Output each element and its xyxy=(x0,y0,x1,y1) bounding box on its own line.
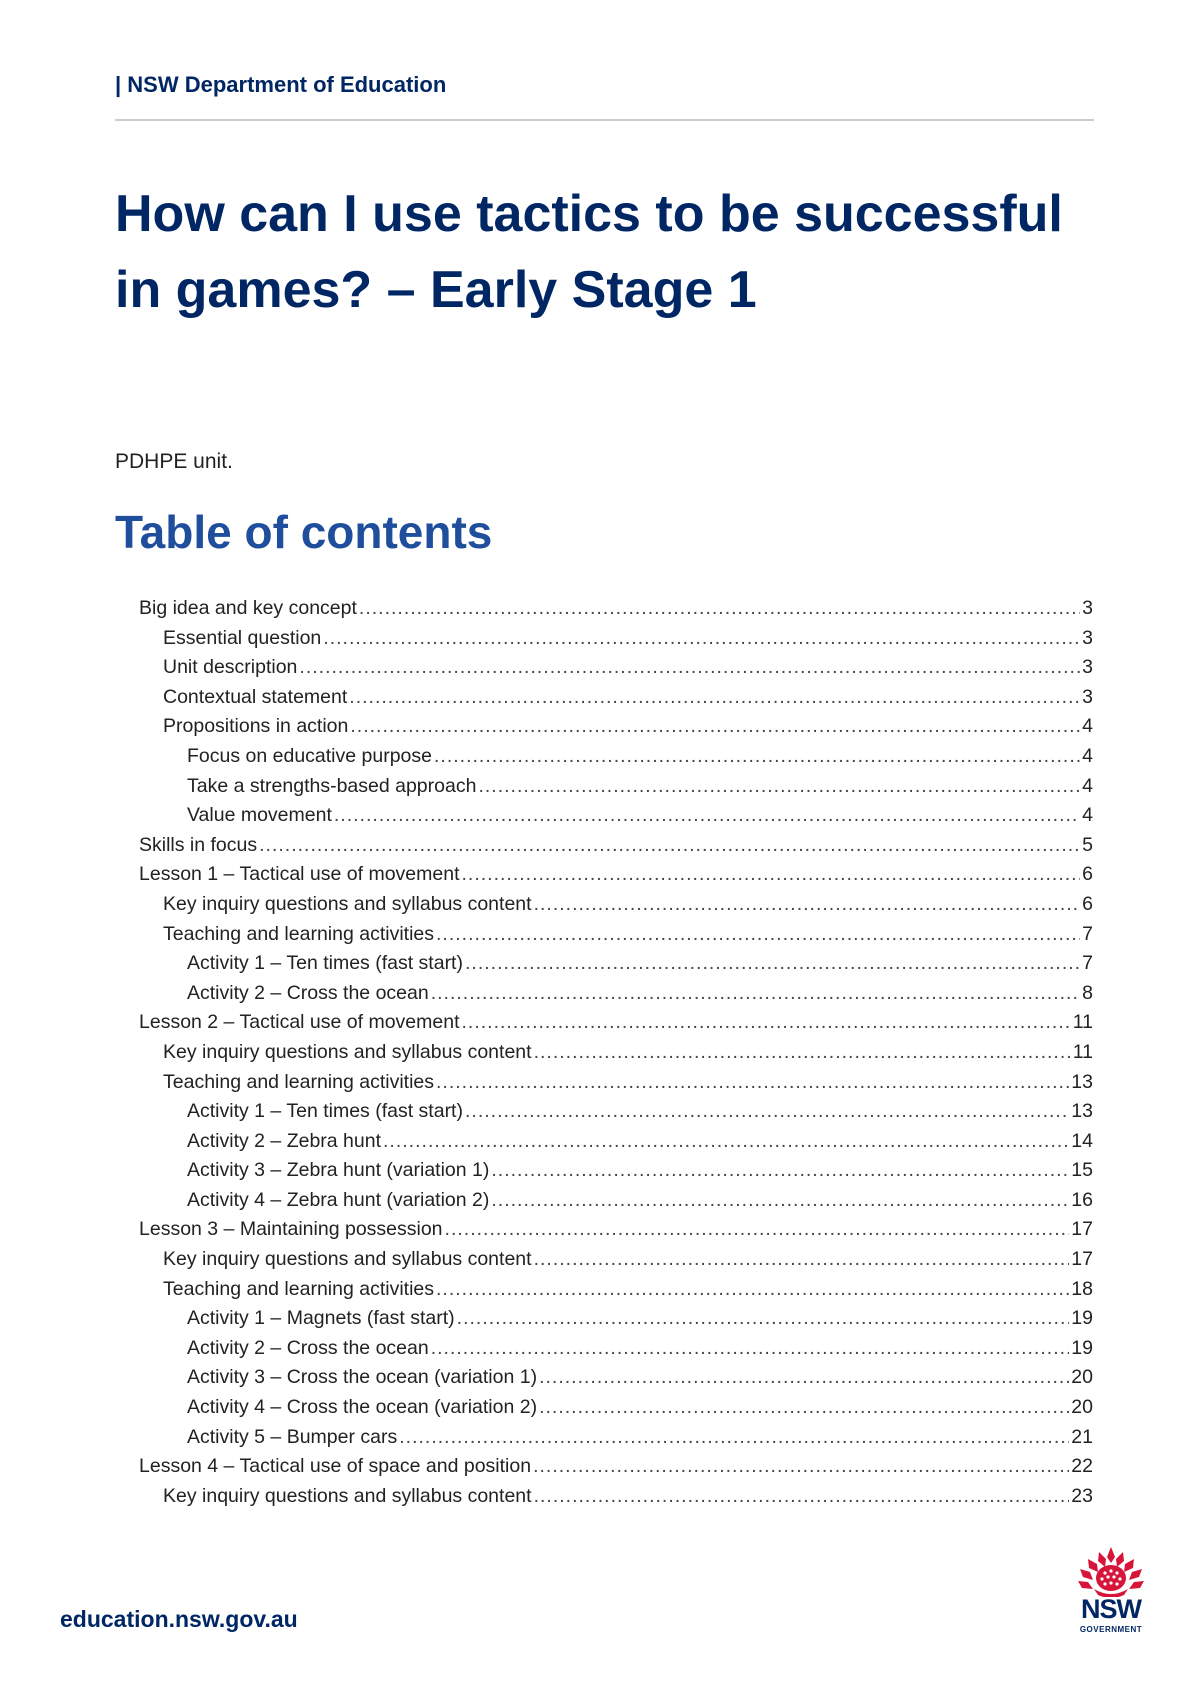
toc-dot-leader xyxy=(539,1396,1069,1419)
toc-entry[interactable] xyxy=(139,893,1093,923)
toc-entry-label: Activity 4 – Cross the ocean (variation 2) xyxy=(187,1396,538,1419)
toc-entry-page: 3 xyxy=(1082,685,1093,708)
logo-wordmark: NSW xyxy=(1081,1594,1141,1624)
document-title: How can I use tactics to be successful in games? – Early Stage 1 xyxy=(115,185,1063,319)
toc-entry-label: Take a strengths-based approach xyxy=(187,774,477,797)
toc-entry-page: 6 xyxy=(1082,892,1093,915)
toc-entry-page: 20 xyxy=(1071,1366,1093,1389)
toc-entry-page: 19 xyxy=(1071,1307,1093,1330)
toc-dot-leader xyxy=(491,1189,1069,1212)
toc-entry[interactable] xyxy=(139,952,1093,982)
toc-entry-label: Value movement xyxy=(187,804,332,827)
toc-entry[interactable] xyxy=(139,1011,1093,1041)
toc-dot-leader xyxy=(457,1307,1070,1330)
toc-dot-leader xyxy=(399,1426,1069,1449)
toc-entry[interactable] xyxy=(139,1218,1093,1248)
toc-entry-label: Activity 2 – Cross the ocean xyxy=(187,981,429,1004)
toc-dot-leader xyxy=(461,1011,1070,1034)
toc-dot-leader xyxy=(465,952,1080,975)
toc-dot-leader xyxy=(383,1130,1069,1153)
toc-entry[interactable] xyxy=(139,597,1093,627)
toc-dot-leader xyxy=(534,1041,1071,1064)
toc-entry[interactable] xyxy=(139,863,1093,893)
toc-entry[interactable] xyxy=(139,775,1093,805)
toc-entry[interactable] xyxy=(139,1189,1093,1219)
toc-entry[interactable] xyxy=(139,1159,1093,1189)
toc-entry-label: Teaching and learning activities xyxy=(163,1277,435,1300)
toc-entry-label: Teaching and learning activities xyxy=(163,1070,435,1093)
toc-dot-leader xyxy=(478,775,1080,798)
toc-entry[interactable] xyxy=(139,1130,1093,1160)
toc-dot-leader xyxy=(431,982,1080,1005)
toc-entry[interactable] xyxy=(139,745,1093,775)
department-header: | NSW Department of Education xyxy=(115,72,447,97)
toc-entry-page: 4 xyxy=(1082,774,1093,797)
toc-entry-page: 6 xyxy=(1082,863,1093,886)
toc-entry-page: 15 xyxy=(1071,1159,1093,1182)
toc-entry-label: Activity 3 – Zebra hunt (variation 1) xyxy=(187,1159,490,1182)
toc-entry-label: Activity 5 – Bumper cars xyxy=(187,1425,398,1448)
toc-entry-label: Activity 1 – Ten times (fast start) xyxy=(187,1100,463,1123)
toc-entry-label: Activity 1 – Magnets (fast start) xyxy=(187,1307,455,1330)
toc-entry[interactable] xyxy=(139,1307,1093,1337)
toc-dot-leader xyxy=(334,804,1080,827)
toc-entry-label: Lesson 2 – Tactical use of movement xyxy=(139,1011,460,1034)
toc-entry-page: 19 xyxy=(1071,1336,1093,1359)
toc-entry-label: Key inquiry questions and syllabus content xyxy=(163,892,532,915)
toc-entry-label: Lesson 4 – Tactical use of space and position xyxy=(139,1455,532,1478)
toc-dot-leader xyxy=(436,1278,1069,1301)
toc-entry-label: Lesson 3 – Maintaining possession xyxy=(139,1218,443,1241)
toc-dot-leader xyxy=(259,834,1080,857)
toc-entry-label: Activity 2 – Zebra hunt xyxy=(187,1129,382,1152)
toc-entry-label: Essential question xyxy=(163,626,322,649)
toc-entry[interactable] xyxy=(139,627,1093,657)
nsw-government-logo xyxy=(1068,1545,1154,1635)
toc-dot-leader xyxy=(431,1337,1070,1360)
toc-entry-page: 22 xyxy=(1071,1455,1093,1478)
toc-entry[interactable] xyxy=(139,923,1093,953)
toc-entry-page: 16 xyxy=(1071,1188,1093,1211)
toc-entry[interactable] xyxy=(139,1071,1093,1101)
toc-entry-page: 7 xyxy=(1082,922,1093,945)
toc-heading: Table of contents xyxy=(115,506,493,558)
toc-entry[interactable] xyxy=(139,834,1093,864)
toc-entry[interactable] xyxy=(139,1485,1093,1515)
toc-dot-leader xyxy=(539,1366,1069,1389)
toc-dot-leader xyxy=(436,923,1080,946)
toc-entry-page: 13 xyxy=(1071,1070,1093,1093)
toc-entry-page: 3 xyxy=(1082,626,1093,649)
toc-dot-leader xyxy=(534,893,1081,916)
toc-entry[interactable] xyxy=(139,1100,1093,1130)
toc-entry-page: 4 xyxy=(1082,715,1093,738)
toc-entry[interactable] xyxy=(139,686,1093,716)
toc-entry-page: 13 xyxy=(1071,1100,1093,1123)
toc-entry[interactable] xyxy=(139,982,1093,1012)
toc-dot-leader xyxy=(359,597,1080,620)
logo-subtext: GOVERNMENT xyxy=(1079,1625,1143,1634)
toc-entry[interactable] xyxy=(139,1278,1093,1308)
toc-dot-leader xyxy=(350,715,1080,738)
toc-entry[interactable] xyxy=(139,715,1093,745)
toc-dot-leader xyxy=(534,1485,1070,1508)
toc-dot-leader xyxy=(434,745,1080,768)
waratah-flower-icon xyxy=(1068,1545,1154,1597)
footer-url-link[interactable]: education.nsw.gov.au xyxy=(60,1606,298,1632)
toc-entry[interactable] xyxy=(139,656,1093,686)
toc-entry[interactable] xyxy=(139,1455,1093,1485)
toc-dot-leader xyxy=(533,1455,1069,1478)
toc-entry-label: Focus on educative purpose xyxy=(187,744,432,767)
toc-entry-page: 17 xyxy=(1071,1248,1093,1271)
toc-entry-page: 3 xyxy=(1082,597,1093,619)
toc-entry-page: 7 xyxy=(1082,952,1093,975)
toc-entry[interactable] xyxy=(139,804,1093,834)
toc-entry-label: Teaching and learning activities xyxy=(163,922,435,945)
toc-dot-leader xyxy=(491,1159,1069,1182)
toc-dot-leader xyxy=(323,627,1080,650)
toc-entry-label: Lesson 1 – Tactical use of movement xyxy=(139,863,460,886)
toc-entry-page: 20 xyxy=(1071,1396,1093,1419)
toc-dot-leader xyxy=(445,1218,1070,1241)
toc-dot-leader xyxy=(534,1248,1070,1271)
toc-entry[interactable] xyxy=(139,1041,1093,1071)
toc-entry-label: Activity 1 – Ten times (fast start) xyxy=(187,952,463,975)
toc-entry-page: 4 xyxy=(1082,744,1093,767)
toc-dot-leader xyxy=(299,656,1080,679)
toc-entry-page: 4 xyxy=(1082,804,1093,827)
toc-dot-leader xyxy=(465,1100,1069,1123)
toc-entry-page: 5 xyxy=(1082,833,1093,856)
toc-entry-page: 14 xyxy=(1071,1129,1093,1152)
toc-entry-page: 11 xyxy=(1072,1040,1093,1063)
toc-entry-page: 3 xyxy=(1082,656,1093,679)
toc-entry-label: Propositions in action xyxy=(163,715,349,738)
toc-entry-label: Activity 3 – Cross the ocean (variation 1) xyxy=(187,1366,538,1389)
table-of-contents xyxy=(139,597,1093,1514)
toc-dot-leader xyxy=(461,863,1080,886)
header-divider xyxy=(115,119,1094,121)
toc-entry-page: 11 xyxy=(1072,1011,1093,1034)
toc-entry[interactable] xyxy=(139,1337,1093,1367)
toc-entry[interactable] xyxy=(139,1248,1093,1278)
toc-entry[interactable] xyxy=(139,1366,1093,1396)
toc-entry-page: 8 xyxy=(1082,981,1093,1004)
document-subtitle: PDHPE unit. xyxy=(115,450,233,473)
toc-entry-label: Activity 4 – Zebra hunt (variation 2) xyxy=(187,1188,490,1211)
toc-entry-page: 21 xyxy=(1071,1425,1093,1448)
toc-entry-page: 18 xyxy=(1071,1277,1093,1300)
toc-entry-label: Skills in focus xyxy=(139,833,258,856)
toc-entry-page: 23 xyxy=(1071,1484,1093,1507)
toc-dot-leader xyxy=(349,686,1080,709)
toc-entry-label: Contextual statement xyxy=(163,685,348,708)
toc-dot-leader xyxy=(436,1071,1069,1094)
toc-entry-page: 17 xyxy=(1071,1218,1093,1241)
toc-entry-label: Activity 2 – Cross the ocean xyxy=(187,1336,429,1359)
toc-entry-label: Key inquiry questions and syllabus content xyxy=(163,1040,532,1063)
toc-entry[interactable] xyxy=(139,1396,1093,1426)
toc-entry[interactable] xyxy=(139,1426,1093,1456)
toc-entry-label: Big idea and key concept xyxy=(139,597,357,619)
toc-entry-label: Key inquiry questions and syllabus content xyxy=(163,1248,532,1271)
toc-entry-label: Key inquiry questions and syllabus content xyxy=(163,1484,532,1507)
toc-entry-label: Unit description xyxy=(163,656,298,679)
